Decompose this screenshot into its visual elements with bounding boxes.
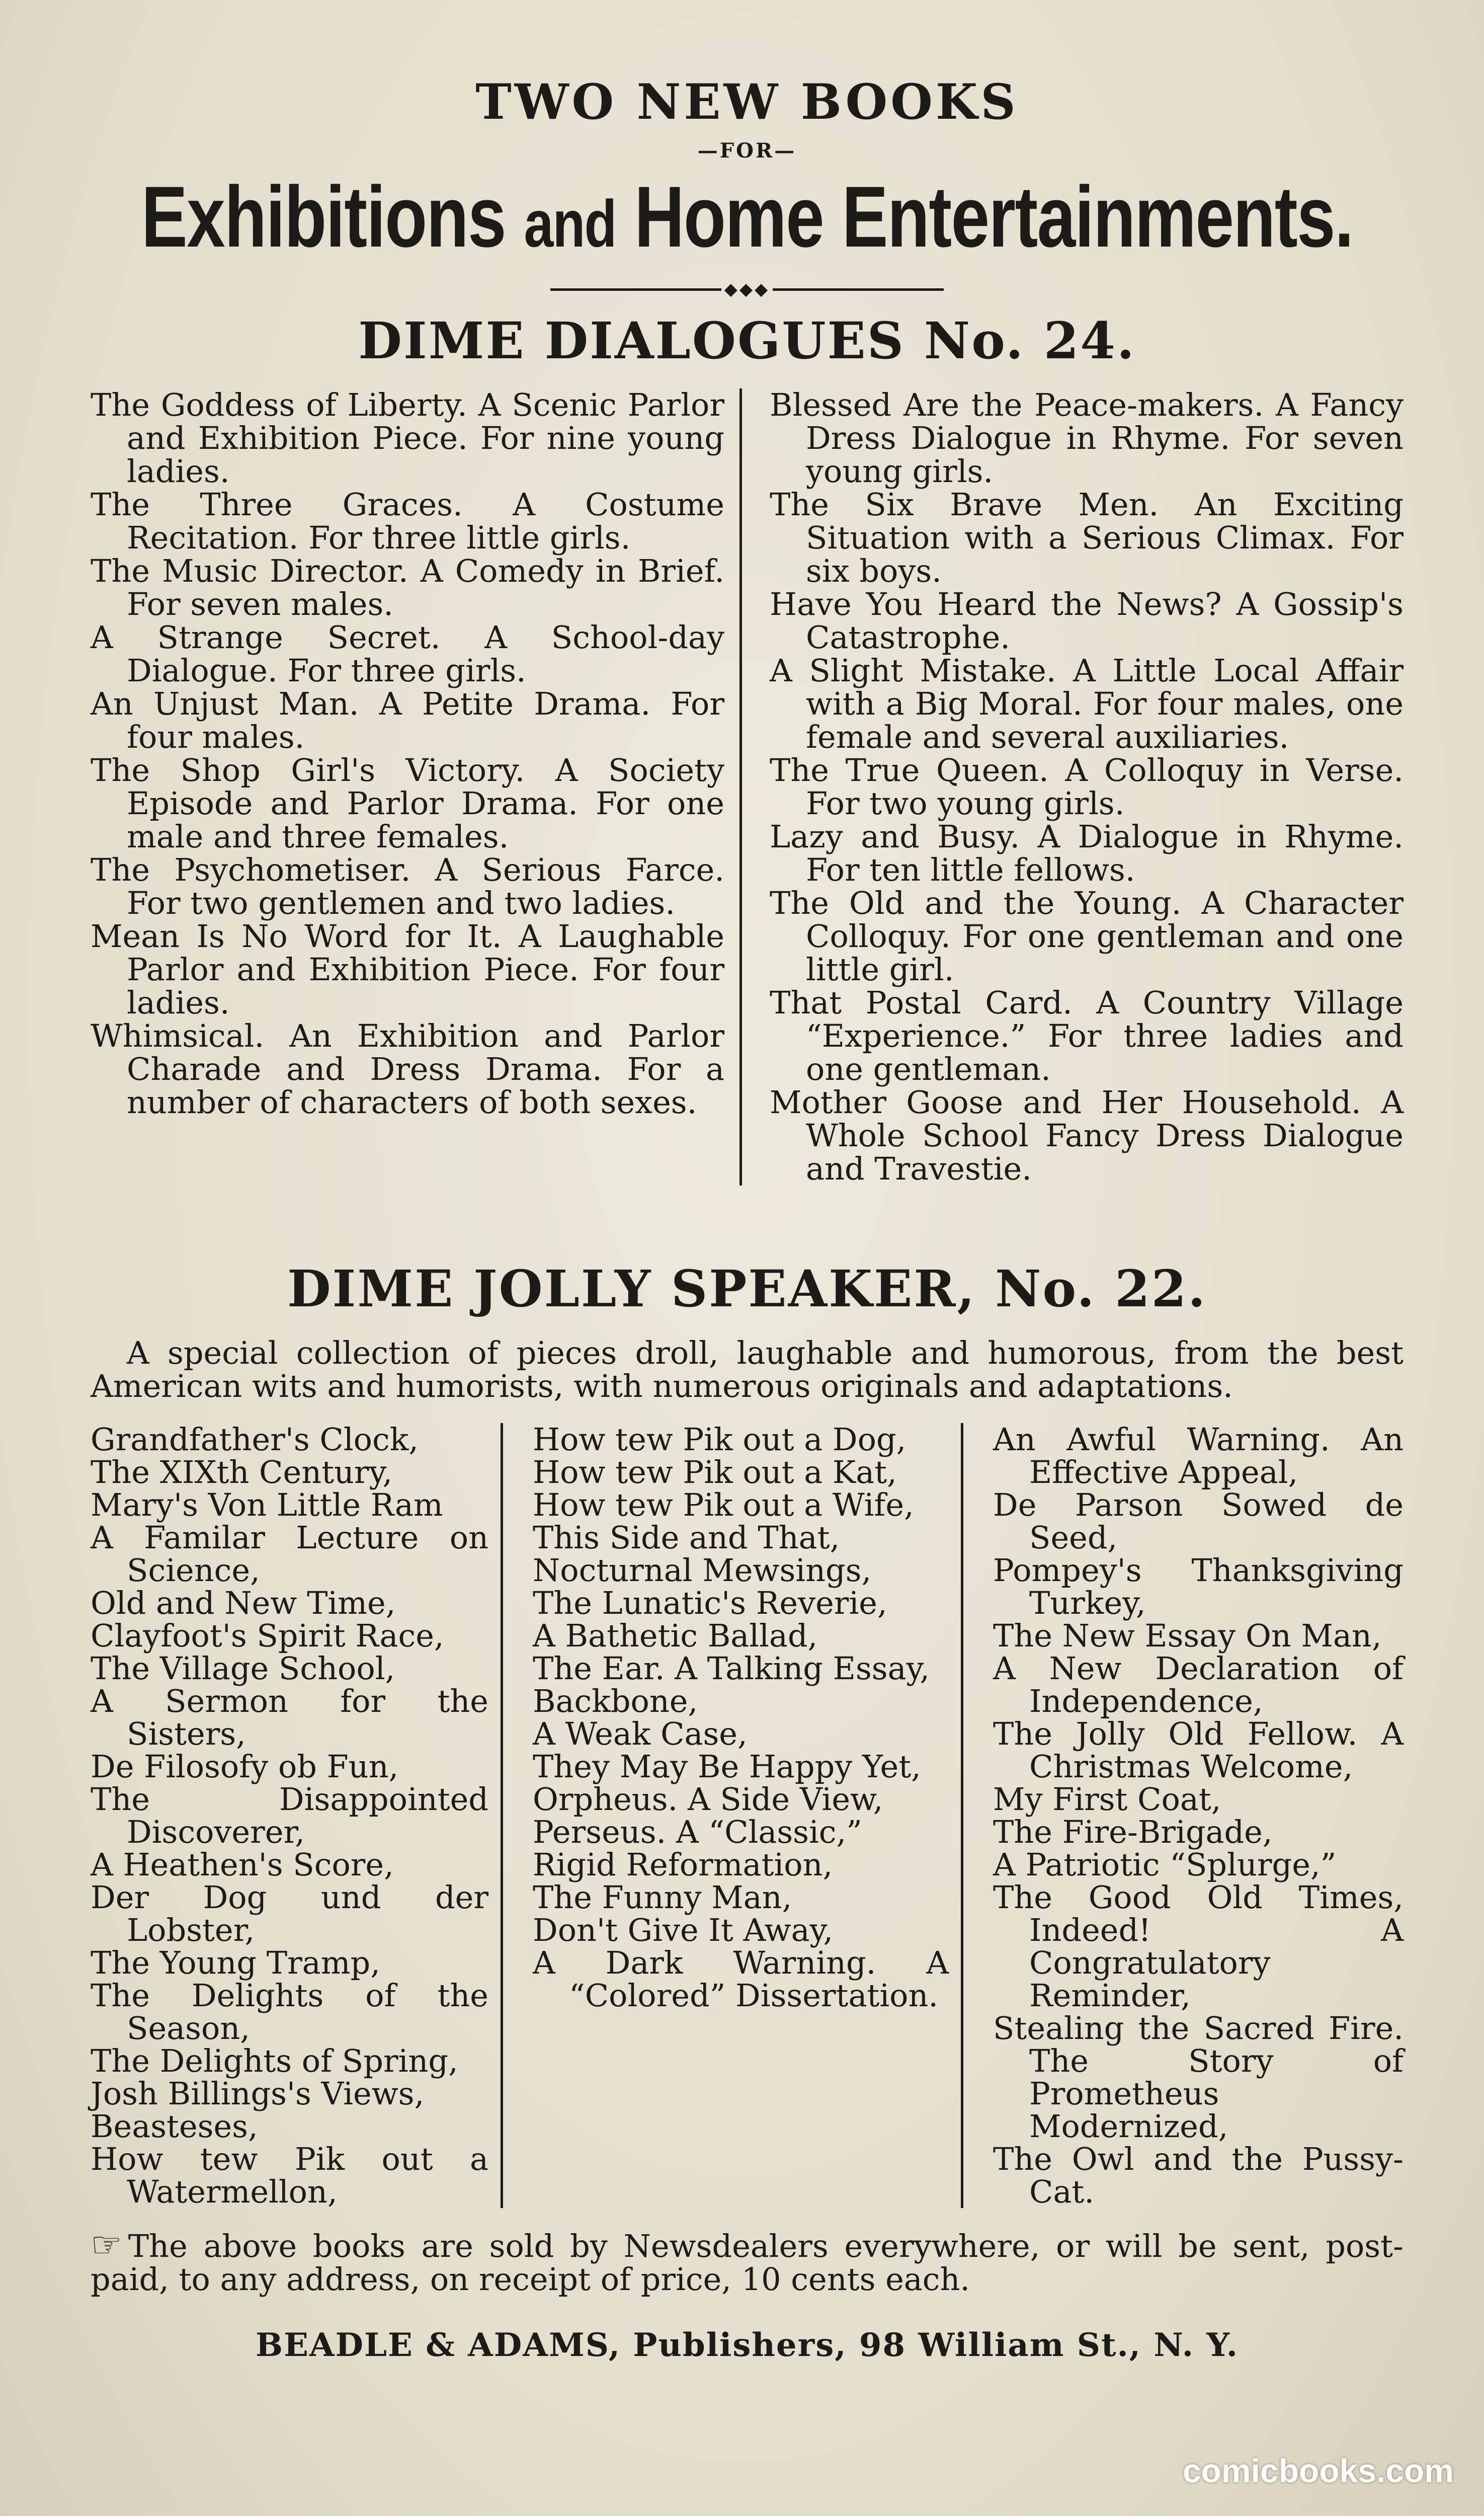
for-line: —FOR— bbox=[697, 138, 797, 163]
speaker-piece: Rigid Reformation, bbox=[533, 1846, 833, 1883]
speaker-piece: A Patriotic “Splurge,” bbox=[993, 1846, 1337, 1883]
speaker-piece: Orpheus. A Side View, bbox=[533, 1781, 883, 1818]
speaker-piece: The Jolly Old Fellow. A Christmas Welcome, bbox=[993, 1715, 1404, 1785]
publisher-line: BEADLE & ADAMS, Publishers, 98 William St., N. Y. bbox=[255, 2326, 1239, 2365]
dialogue-entry: The True Queen. A Colloquy in Verse. For two young girls. bbox=[770, 752, 1404, 822]
dialogue-entry: A Slight Mistake. A Little Local Affair with a Big Moral. For four males, one female and several auxiliaries. bbox=[770, 652, 1404, 756]
main-title bbox=[141, 168, 1353, 267]
speaker-piece: The Funny Man, bbox=[533, 1879, 792, 1916]
notice-text: The above books are sold by Newsdealers everywhere, or will be sent, post-paid, to any address, on receipt of price, 10 cents each. bbox=[91, 2228, 1404, 2298]
speaker-piece: The Young Tramp, bbox=[91, 1944, 380, 1982]
speaker-piece: De Filosofy ob Fun, bbox=[91, 1748, 399, 1785]
speaker-piece: The New Essay On Man, bbox=[993, 1617, 1382, 1655]
speaker-piece: Clayfoot's Spirit Race, bbox=[91, 1617, 444, 1655]
sales-notice bbox=[91, 2224, 1404, 2298]
speaker-piece: The Good Old Times, Indeed! A Congratulatory Reminder, bbox=[993, 1879, 1404, 2014]
dialogue-entry: Have You Heard the News? A Gossip's Catastrophe. bbox=[770, 586, 1404, 656]
speaker-column-3 bbox=[981, 1421, 1404, 2211]
dialogues-right-column bbox=[760, 388, 1404, 1186]
speaker-piece: Nocturnal Mewsings, bbox=[533, 1552, 872, 1589]
speaker-piece: Stealing the Sacred Fire. The Story of Prometheus Modernized, bbox=[993, 2010, 1404, 2145]
dialogues-title: DIME DIALOGUES No. 24. bbox=[358, 311, 1136, 371]
dialogue-entry: Whimsical. An Exhibition and Parlor Charade and Dress Drama. For a number of characters of both sexes. bbox=[91, 1017, 724, 1121]
dialogues-columns bbox=[91, 388, 1404, 1186]
speaker-piece: The Disappointed Discoverer, bbox=[91, 1781, 488, 1851]
speaker-piece: How tew Pik out a Dog, bbox=[533, 1421, 906, 1458]
speaker-piece: Beasteses, bbox=[91, 2108, 258, 2145]
pointing-hand-icon: ☞ bbox=[91, 2224, 122, 2266]
speaker-piece: The Ear. A Talking Essay, bbox=[533, 1650, 930, 1687]
speaker-piece: The Fire-Brigade, bbox=[993, 1814, 1273, 1851]
speaker-piece: This Side and That, bbox=[533, 1519, 840, 1556]
dialogue-entry: The Six Brave Men. An Exciting Situation with a Serious Climax. For six boys. bbox=[770, 486, 1404, 590]
ornament-divider: ◆◆◆ bbox=[91, 281, 1404, 298]
speaker-piece: A Sermon for the Sisters, bbox=[91, 1683, 488, 1753]
speaker-piece: The Delights of the Season, bbox=[91, 1977, 488, 2047]
speaker-piece: A Bathetic Ballad, bbox=[533, 1617, 818, 1655]
dialogue-entry: Blessed Are the Peace-makers. A Fancy Dress Dialogue in Rhyme. For seven young girls. bbox=[770, 386, 1404, 490]
dialogue-entry: Mean Is No Word for It. A Laughable Parlor and Exhibition Piece. For four ladies. bbox=[91, 918, 724, 1021]
speaker-piece: The Owl and the Pussy-Cat. bbox=[993, 2141, 1404, 2211]
dialogue-entry: The Psychometiser. A Serious Farce. For two gentlemen and two ladies. bbox=[91, 851, 724, 922]
dialogue-entry: A Strange Secret. A School-day Dialogue. For three girls. bbox=[91, 619, 724, 689]
speaker-piece: A Familar Lecture on Science, bbox=[91, 1519, 488, 1589]
dialogues-left-column bbox=[91, 388, 742, 1186]
speaker-column-1 bbox=[91, 1421, 503, 2211]
speaker-intro: A special collection of pieces droll, laughable and humorous, from the best American wits and humorists, with numerous originals and adaptations. bbox=[91, 1334, 1404, 1405]
speaker-piece: Old and New Time, bbox=[91, 1585, 396, 1622]
speaker-piece: How tew Pik out a Kat, bbox=[533, 1454, 897, 1491]
speaker-piece: A Weak Case, bbox=[533, 1715, 748, 1753]
dialogue-entry: An Unjust Man. A Petite Drama. For four males. bbox=[91, 685, 724, 756]
dialogue-entry: That Postal Card. A Country Village “Experience.” For three ladies and one gentleman. bbox=[770, 984, 1404, 1088]
speaker-piece: An Awful Warning. An Effective Appeal, bbox=[993, 1421, 1404, 1491]
speaker-piece: Backbone, bbox=[533, 1683, 698, 1720]
dialogue-entry: The Three Graces. A Costume Recitation. For three little girls. bbox=[91, 486, 724, 557]
speaker-piece: They May Be Happy Yet, bbox=[533, 1748, 921, 1785]
title-and: and bbox=[524, 186, 616, 261]
speaker-piece: Mary's Von Little Ram bbox=[91, 1486, 443, 1524]
title-part2: Home Entertainments. bbox=[634, 168, 1353, 265]
speaker-piece: My First Coat, bbox=[993, 1781, 1221, 1818]
speaker-piece: Grandfather's Clock, bbox=[91, 1421, 419, 1458]
dialogue-entry: The Music Director. A Comedy in Brief. For seven males. bbox=[91, 553, 724, 623]
dialogue-entry: The Goddess of Liberty. A Scenic Parlor and Exhibition Piece. For nine young ladies. bbox=[91, 386, 724, 490]
speaker-piece: A Heathen's Score, bbox=[91, 1846, 394, 1883]
dialogue-entry: Mother Goose and Her Household. A Whole School Fancy Dress Dialogue and Travestie. bbox=[770, 1084, 1404, 1188]
headline: TWO NEW BOOKS bbox=[475, 73, 1019, 130]
title-part1: Exhibitions bbox=[141, 168, 506, 265]
speaker-piece: How tew Pik out a Wife, bbox=[533, 1486, 914, 1524]
speaker-title: DIME JOLLY SPEAKER, No. 22. bbox=[287, 1259, 1207, 1319]
speaker-columns bbox=[91, 1421, 1404, 2211]
speaker-piece: The Lunatic's Reverie, bbox=[533, 1585, 887, 1622]
speaker-piece: How tew Pik out a Watermellon, bbox=[91, 2141, 488, 2211]
speaker-piece: A New Declaration of Independence, bbox=[993, 1650, 1404, 1720]
dialogue-entry: The Old and the Young. A Character Colloquy. For one gentleman and one little girl. bbox=[770, 885, 1404, 988]
speaker-piece: De Parson Sowed de Seed, bbox=[993, 1486, 1404, 1556]
speaker-piece: Josh Billings's Views, bbox=[91, 2075, 425, 2112]
dialogue-entry: The Shop Girl's Victory. A Society Episode and Parlor Drama. For one male and three females. bbox=[91, 752, 724, 855]
site-watermark: comicbooks.com bbox=[1182, 2452, 1454, 2489]
speaker-piece: Don't Give It Away, bbox=[533, 1912, 834, 1949]
dialogue-entry: Lazy and Busy. A Dialogue in Rhyme. For ten little fellows. bbox=[770, 818, 1404, 889]
speaker-piece: A Dark Warning. A “Colored” Dissertation. bbox=[533, 1944, 949, 2014]
speaker-column-2 bbox=[521, 1423, 963, 2208]
speaker-piece: Pompey's Thanksgiving Turkey, bbox=[993, 1552, 1404, 1622]
speaker-piece: The XIXth Century, bbox=[91, 1454, 393, 1491]
speaker-piece: Der Dog und der Lobster, bbox=[91, 1879, 488, 1949]
speaker-piece: Perseus. A “Classic,” bbox=[533, 1814, 862, 1851]
speaker-piece: The Village School, bbox=[91, 1650, 395, 1687]
speaker-piece: The Delights of Spring, bbox=[91, 2042, 458, 2080]
